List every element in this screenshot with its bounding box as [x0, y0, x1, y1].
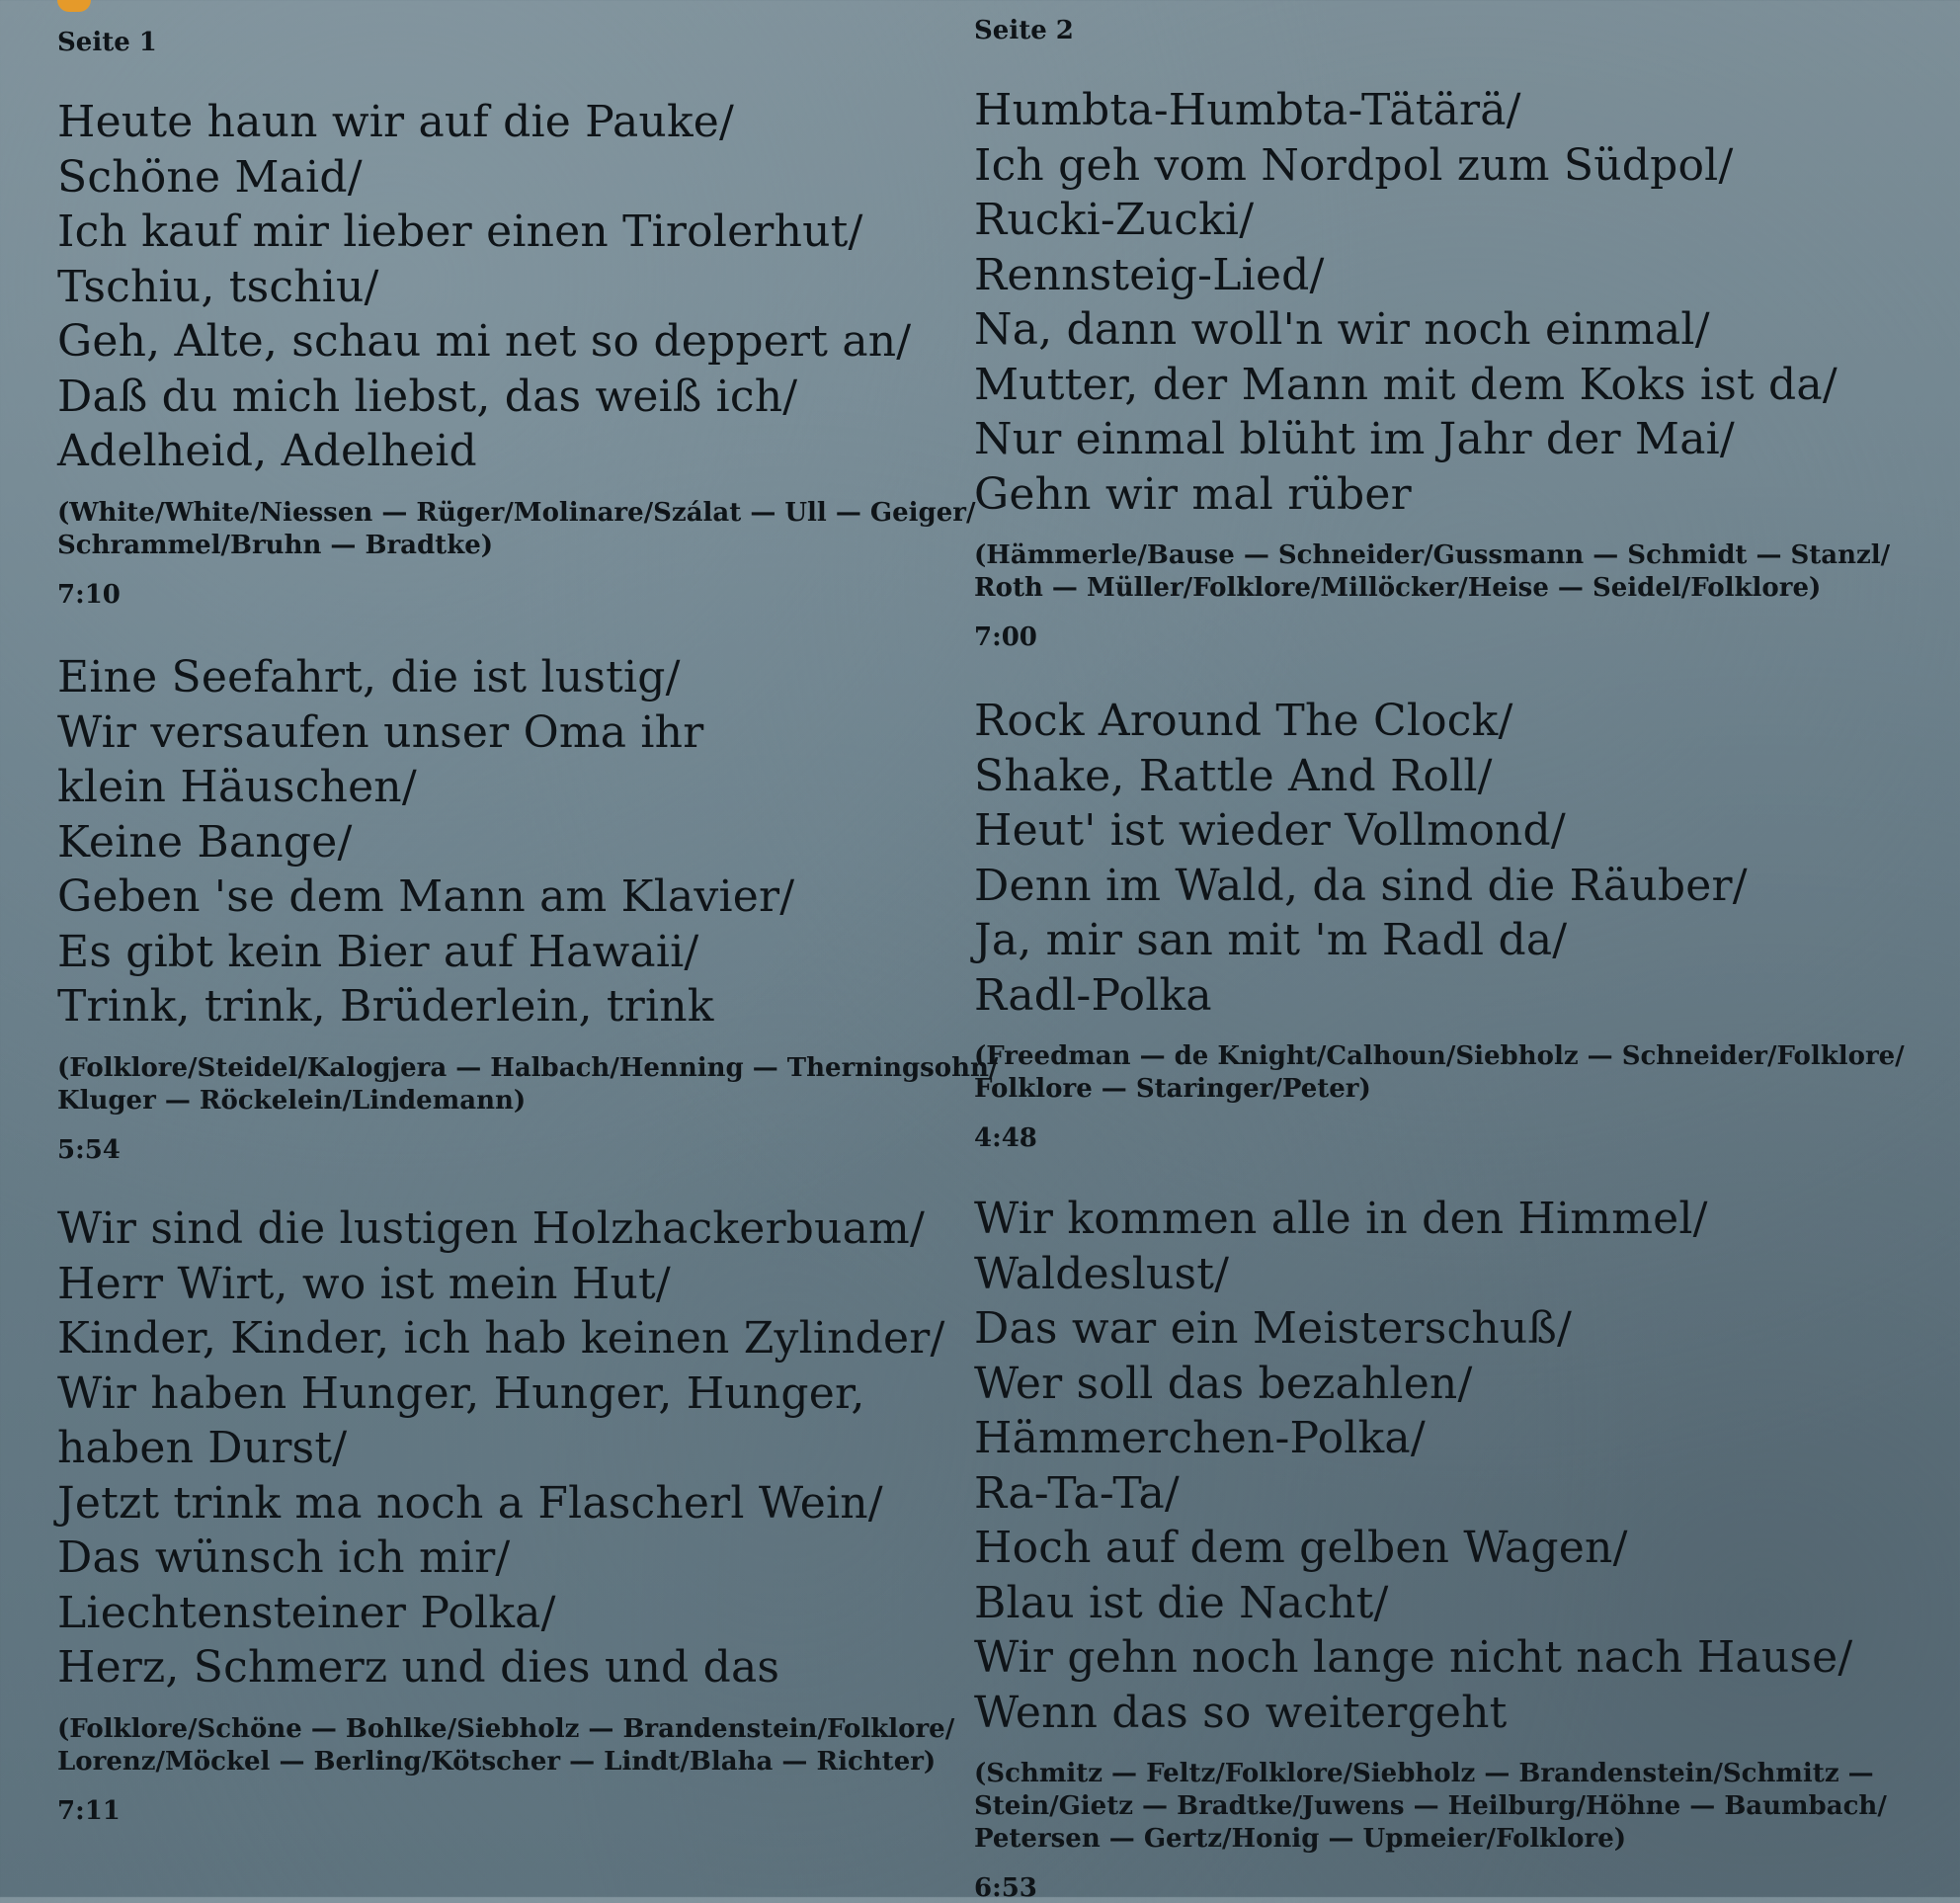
track-duration: 7:11: [57, 1795, 121, 1826]
song-title: Humbta-Humbta-Tätärä/: [974, 85, 1521, 135]
song-title: Wir gehn noch lange nicht nach Hause/: [974, 1632, 1853, 1683]
track-block-1-2: [57, 650, 999, 1165]
song-title: Keine Bange/: [57, 816, 353, 868]
track-block-2-3: [974, 1192, 1922, 1903]
song-title: Geben 'se dem Mann am Klavier/: [57, 871, 795, 922]
song-title: Adelheid, Adelheid: [57, 426, 477, 476]
credit-line: (White/White/Niessen — Rüger/Molinare/Szálat — Ull — Geiger/: [57, 497, 976, 528]
song-title: Wer soll das bezahlen/: [974, 1358, 1473, 1409]
song-title: Ra-Ta-Ta/: [974, 1467, 1180, 1519]
credit-line: (Folklore/Schöne — Bohlke/Siebholz — Brandenstein/Folklore/: [57, 1713, 955, 1744]
song-title: Ich geh vom Nordpol zum Südpol/: [974, 139, 1734, 191]
song-title: Rucki-Zucki/: [974, 195, 1255, 245]
song-title: klein Häuschen/: [57, 762, 417, 812]
orange-corner-mark: [57, 0, 91, 12]
composer-credits: [57, 497, 976, 562]
song-title: Shake, Rattle And Roll/: [974, 750, 1493, 801]
credit-line: (Hämmerle/Bause — Schneider/Gussmann — Schmidt — Stanzl/: [974, 540, 1891, 570]
song-list: [974, 694, 1922, 1023]
song-title: Mutter, der Mann mit dem Koks ist da/: [974, 359, 1838, 410]
song-list: [974, 1192, 1922, 1740]
song-title: Es gibt kein Bier auf Hawaii/: [57, 926, 699, 977]
song-title: Heut' ist wieder Vollmond/: [974, 805, 1566, 856]
song-title: Das wünsch ich mir/: [57, 1532, 511, 1583]
song-title: Ja, mir san mit 'm Radl da/: [974, 915, 1568, 965]
song-title: Wir sind die lustigen Holzhackerbuam/: [57, 1203, 925, 1254]
credit-line: Roth — Müller/Folklore/Millöcker/Heise — Seidel/Folklore): [974, 573, 1822, 603]
composer-credits: [57, 1052, 999, 1117]
song-title: Herr Wirt, wo ist mein Hut/: [57, 1258, 671, 1309]
credit-line: (Schmitz — Feltz/Folklore/Siebholz — Brandenstein/Schmitz —: [974, 1759, 1874, 1788]
song-title: Rennsteig-Lied/: [974, 249, 1325, 300]
side-label: Seite 1: [57, 28, 157, 57]
song-title: Wenn das so weitergeht: [974, 1687, 1508, 1738]
track-duration: 4:48: [974, 1123, 1037, 1153]
song-title: Daß du mich liebst, das weiß ich/: [57, 371, 798, 422]
credit-line: Lorenz/Möckel — Berling/Kötscher — Lindt/Blaha — Richter): [57, 1746, 937, 1777]
song-title: Heute haun wir auf die Pauke/: [57, 97, 735, 147]
song-title: Ich kauf mir lieber einen Tirolerhut/: [57, 207, 863, 257]
song-list: [57, 95, 966, 479]
song-title: Denn im Wald, da sind die Räuber/: [974, 860, 1748, 911]
song-title: Wir versaufen unser Oma ihr: [57, 706, 704, 758]
side-label: Seite 2: [974, 16, 1074, 45]
song-title: Hoch auf dem gelben Wagen/: [974, 1523, 1628, 1573]
composer-credits: [974, 1758, 1922, 1856]
credit-line: Petersen — Gertz/Honig — Upmeier/Folklore): [974, 1824, 1627, 1854]
song-list: [974, 83, 1922, 522]
track-duration: 7:10: [57, 579, 121, 610]
song-title: Waldeslust/: [974, 1248, 1230, 1299]
track-duration: 6:53: [974, 1873, 1037, 1903]
song-title: Kinder, Kinder, ich hab keinen Zylinder/: [57, 1313, 945, 1364]
composer-credits: [974, 1040, 1922, 1106]
song-list: [57, 650, 966, 1034]
song-title: Liechtensteiner Polka/: [57, 1587, 556, 1638]
track-block-2-2: [974, 694, 1922, 1153]
composer-credits: [57, 1713, 966, 1779]
song-title: Hämmerchen-Polka/: [974, 1413, 1426, 1463]
song-title: Wir haben Hunger, Hunger, Hunger,: [57, 1367, 865, 1419]
song-title: Na, dann woll'n wir noch einmal/: [974, 304, 1710, 355]
song-title: Das war ein Meisterschuß/: [974, 1303, 1573, 1354]
song-title: Tschiu, tschiu/: [57, 261, 379, 312]
credit-line: (Freedman — de Knight/Calhoun/Siebholz — Schneider/Folklore/: [974, 1041, 1905, 1071]
track-duration: 7:00: [974, 622, 1037, 652]
song-title: Nur einmal blüht im Jahr der Mai/: [974, 414, 1735, 464]
track-duration: 5:54: [57, 1134, 121, 1165]
song-title: haben Durst/: [57, 1423, 348, 1473]
track-block-1-3: [57, 1201, 966, 1826]
song-title: Geh, Alte, schau mi net so deppert an/: [57, 316, 912, 367]
song-title: Wir kommen alle in den Himmel/: [974, 1194, 1708, 1244]
track-block-1-1: [57, 95, 976, 610]
song-title: Trink, trink, Brüderlein, trink: [57, 981, 714, 1032]
song-title: Herz, Schmerz und dies und das: [57, 1642, 780, 1693]
credit-line: Folklore — Staringer/Peter): [974, 1074, 1371, 1104]
song-title: Gehn wir mal rüber: [974, 468, 1412, 520]
song-title: Eine Seefahrt, die ist lustig/: [57, 652, 681, 703]
credit-line: (Folklore/Steidel/Kalogjera — Halbach/Henning — Therningsohn/: [57, 1052, 999, 1083]
song-title: Radl-Polka: [974, 969, 1212, 1021]
composer-credits: [974, 539, 1922, 605]
credit-line: Schrammel/Bruhn — Bradtke): [57, 530, 494, 560]
song-title: Schöne Maid/: [57, 151, 363, 203]
song-title: Jetzt trink ma noch a Flascherl Wein/: [57, 1477, 883, 1529]
song-title: Blau ist die Nacht/: [974, 1577, 1389, 1628]
song-title: Rock Around The Clock/: [974, 696, 1513, 746]
song-list: [57, 1201, 966, 1696]
credit-line: Kluger — Röckelein/Lindemann): [57, 1085, 527, 1116]
track-block-2-1: [974, 83, 1922, 652]
credit-line: Stein/Gietz — Bradtke/Juwens — Heilburg/Höhne — Baumbach/: [974, 1791, 1887, 1821]
